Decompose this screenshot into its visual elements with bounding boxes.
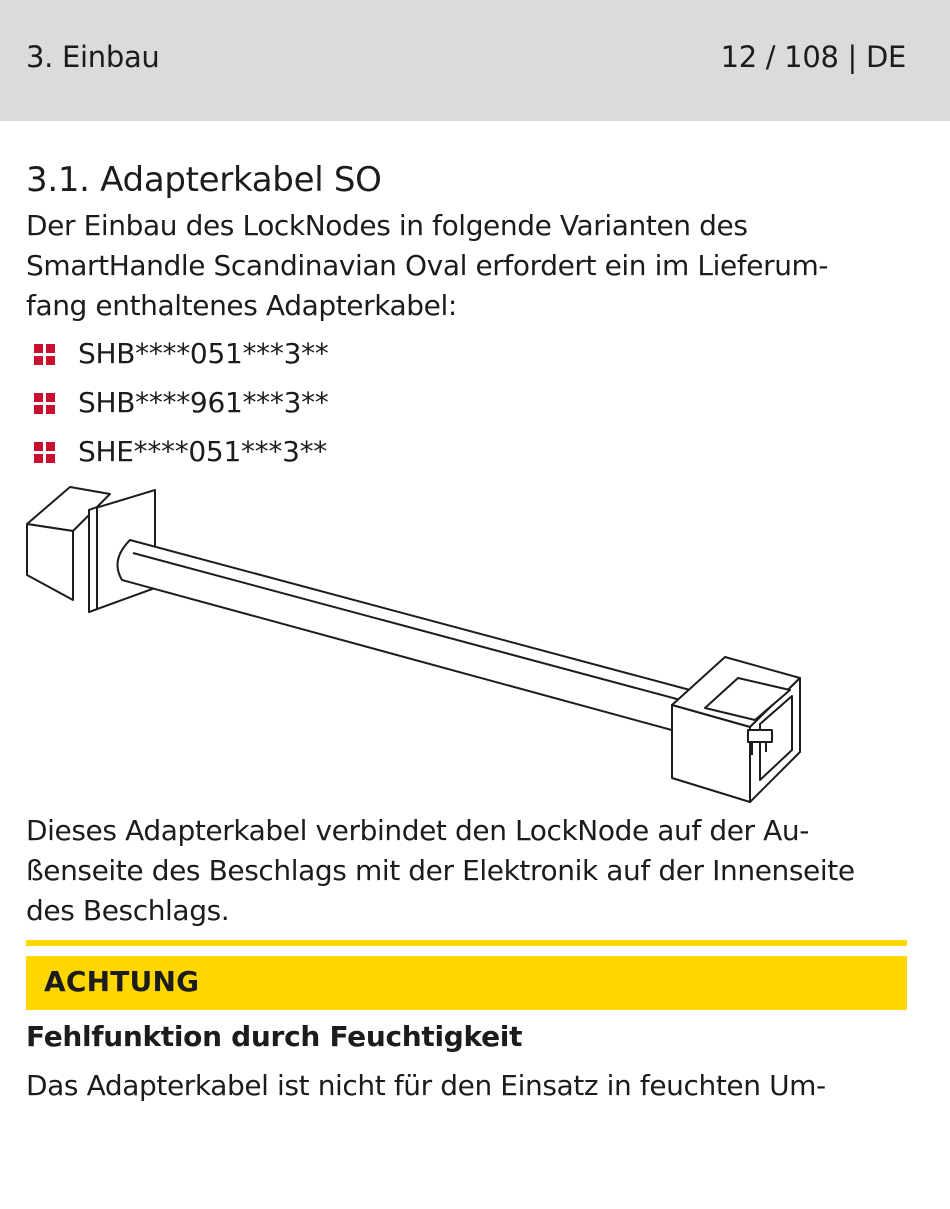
variant-list	[26, 334, 916, 481]
warning-heading: Fehlfunktion durch Feuchtigkeit	[26, 1020, 523, 1053]
adapter-cable-illustration	[20, 480, 810, 810]
variant-code: SHB****051***3**	[78, 337, 329, 370]
bullet-icon	[34, 442, 56, 464]
warning-banner	[26, 956, 907, 1010]
description-paragraph: Dieses Adapterkabel verbindet den LockNode auf der Au- ßenseite des Beschlags mit der Elektronik auf der Innenseite des Beschlags.	[26, 814, 855, 927]
page-header	[0, 0, 950, 121]
section-content	[26, 158, 916, 481]
list-item	[26, 432, 916, 481]
list-item	[26, 334, 916, 383]
warning-text: Das Adapterkabel ist nicht für den Einsatz in feuchten Um-	[26, 1069, 826, 1102]
variant-code: SHE****051***3**	[78, 435, 327, 468]
variant-code: SHB****961***3**	[78, 386, 329, 419]
warning-divider	[26, 940, 907, 946]
section-title: 3.1. Adapterkabel SO	[26, 160, 382, 200]
page-indicator: 12 / 108 | DE	[720, 40, 906, 74]
chapter-title: 3. Einbau	[26, 40, 160, 74]
bullet-icon	[34, 344, 56, 366]
warning-label: ACHTUNG	[44, 965, 200, 998]
intro-paragraph: Der Einbau des LockNodes in folgende Varianten des SmartHandle Scandinavian Oval erfordert ein im Lieferum- fang enthaltenes Adapterkabel:	[26, 209, 829, 322]
bullet-icon	[34, 393, 56, 415]
list-item	[26, 383, 916, 432]
